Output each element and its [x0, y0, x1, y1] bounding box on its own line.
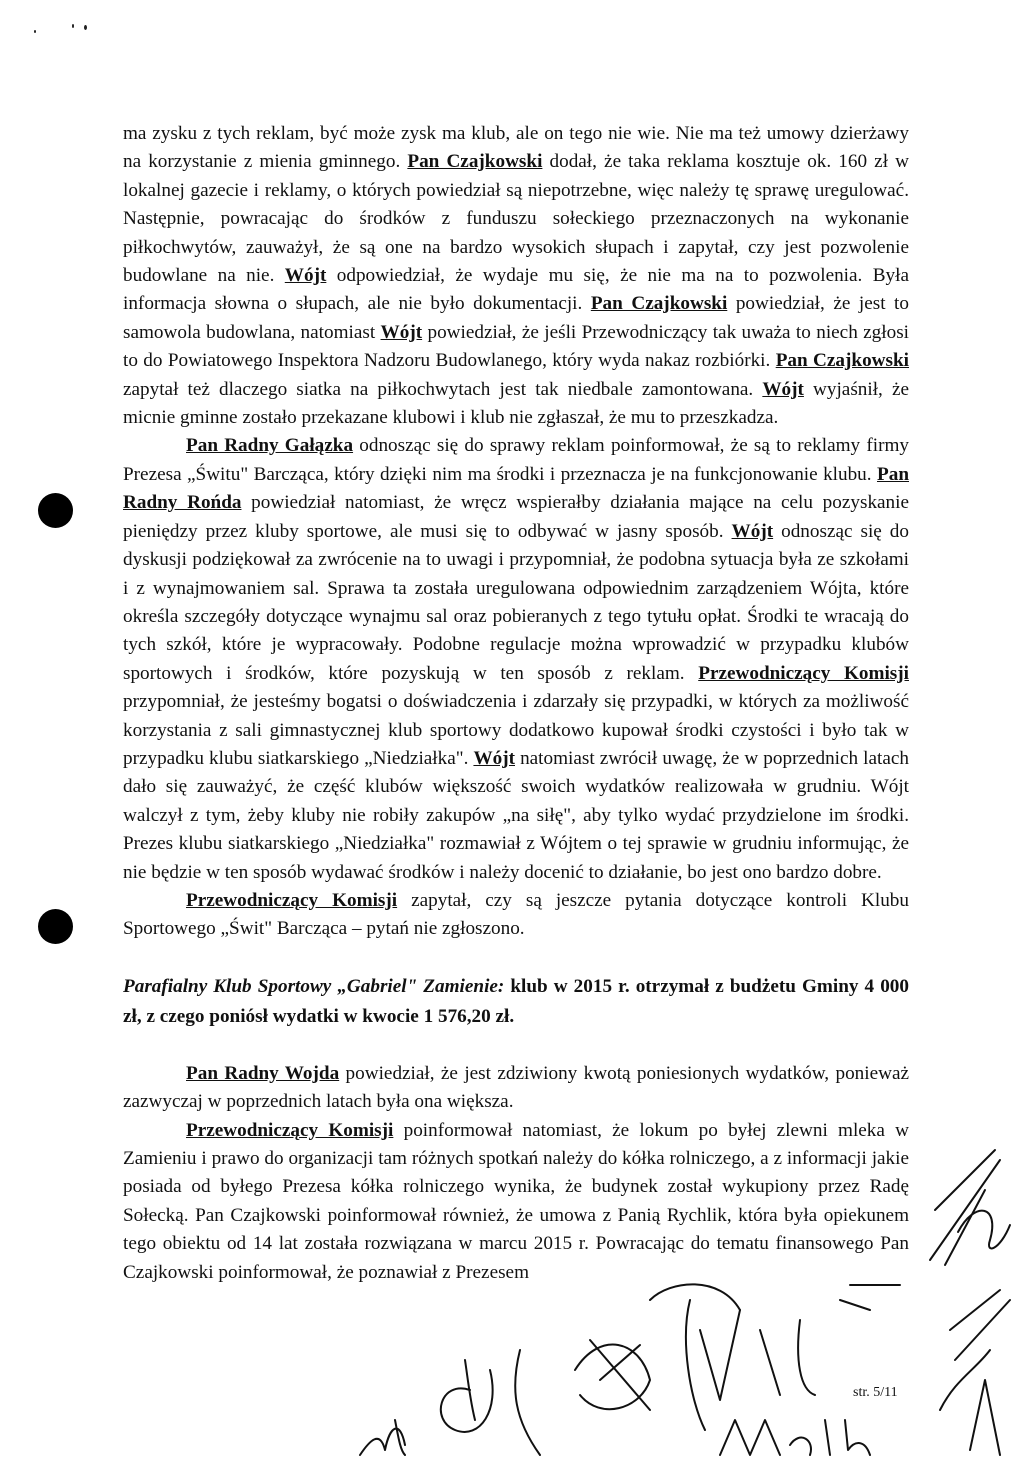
binder-hole-bottom	[38, 909, 73, 944]
speaker-name: Przewodniczący Komisji	[698, 662, 909, 684]
signature-bottom-1	[360, 1420, 405, 1455]
signature-bottom-5	[720, 1420, 870, 1455]
signature-bottom-2	[441, 1350, 540, 1455]
paragraph-text: dodał, że taka reklama kosztuje ok. 160 zł w lokalnej gazecie i reklamy, o których powiedział są niepotrzebne, więc należy tę sprawę uregulować. Następnie, powracając do środków z funduszu sołeckiego przeznaczonych na wykonanie piłkochwytów, zauważył, że są one na bardzo wysokich słupach i zapytał, czy jest pozwolenie budowlane na nie.	[123, 151, 909, 287]
speaker-name: Wójt	[473, 747, 515, 769]
document-body	[123, 120, 909, 1287]
signature-right-bottom	[940, 1290, 1010, 1455]
binder-hole-top	[38, 493, 73, 528]
club-budget: klub w 2015 r. otrzymał z budżetu Gminy 4 000 zł, z czego poniósł wydatki w kwocie 1 576,20 zł.	[123, 975, 909, 1027]
scan-speck	[34, 30, 36, 33]
speaker-name: Pan Radny Wojda	[186, 1062, 340, 1084]
paragraph-text: przypomniał, że jesteśmy bogatsi o doświadczenia i zdarzały się przypadki, w których za możliwość korzystania z sali gimnastycznej klub sportowy dodatkowo kupował środki czystości i było tak w przypadku klubu siatkarskiego „Niedziałka".	[123, 691, 909, 769]
scan-speck	[72, 24, 74, 28]
paragraph-text: wyjaśnił, że micnie gminne zostało przekazane klubowi i klub nie zgłaszał, że mu to przeszkadza.	[123, 378, 909, 429]
paragraph-text: odnosząc się do dyskusji podziękował za zwrócenie na to uwagi i przypomniał, że podobna sytuacja była ze szkołami i z wynajmowaniem sal. Sprawa ta została uregulowana odpowiednim zarządzeniem Wójta, które określa szczegóły dotyczące wynajmu sal oraz pobieranych z tego tytułu opłat. Środki te wracają do tych szkół, które je wypracowały. Podobne regulacje można wprowadzić w przypadku klubów sportowych i środków, które pozyskują w ten sposób z reklam.	[123, 520, 909, 684]
paragraph-text: odpowiedział, że wydaje mu się, że nie ma na to pozwolenia. Była informacja słowna o słupach, ale nie było dokumentacji.	[123, 265, 909, 315]
paragraph-text: powiedział, że jest zdziwiony kwotą poniesionych wydatków, ponieważ zazwyczaj w poprzednich latach była ona większa.	[123, 1062, 910, 1113]
section-heading	[123, 972, 909, 1032]
signature-overlap	[650, 1284, 900, 1310]
paragraph-text: natomiast zwrócił uwagę, że w poprzednich latach dało się zauważyć, że część klubów większość swoich wydatków realizowała w grudniu. Wójt walczył z tym, żeby kluby nie robiły zakupów „na siłę", aby tylko wydać przydzielone im środki. Prezes klubu siatkarskiego „Niedziałka" rozmawiał z Wójtem o tej sprawie w grudniu informując, że nie będzie w ten sposób wydawać środków i należy docenić to działanie, bo jest ono bardzo dobre.	[123, 747, 909, 883]
paragraph-text: powiedział, że jest to samowola budowlana, natomiast	[123, 293, 909, 343]
speaker-name: Przewodniczący Komisji	[186, 889, 398, 911]
paragraph	[123, 1117, 909, 1287]
speaker-name: Wójt	[380, 321, 423, 343]
paragraph-text: zapytał, czy są jeszcze pytania dotyczące kontroli Klubu Sportowego „Świt" Barcząca – pytań nie zgłoszono.	[123, 889, 909, 940]
speaker-name: Pan Radny Gałązka	[186, 435, 354, 457]
paragraph-text: powiedział, że jeśli Przewodniczący tak uważa to niech zgłosi to do Powiatowego Inspektora Nadzoru Budowlanego, który wyda nakaz rozbiórki.	[123, 321, 909, 372]
paragraph-text: poinformował natomiast, że lokum po byłej zlewni mleka w Zamieniu i prawo do organizacji tam różnych spotkań należy do kółka rolniczego, a z informacji jakie posiada od byłego Prezesa kółka rolniczego wynika, że budynek został wykupiony przez Radę Sołecką. Pan Czajkowski poinformował również, że umowa z Panią Rychlik, która była opiekunem tego obiektu od 14 lat została rozwiązana w marcu 2015 r. Powracając do tematu finansowego Pan Czajkowski poinformował, że poznawiał z Prezesem	[123, 1119, 909, 1283]
paragraph-text: zapytał też dlaczego siatka na piłkochwytach jest tak niedbale zamontowana.	[123, 378, 763, 400]
scan-speck	[84, 25, 87, 30]
speaker-name: Wójt	[731, 520, 774, 542]
speaker-name: Pan Radny Rońda	[123, 463, 909, 514]
speaker-name: Pan Czajkowski	[407, 151, 543, 173]
paragraph	[123, 887, 909, 944]
paragraph	[123, 120, 909, 432]
paragraph	[123, 432, 909, 887]
page-number: str. 5/11	[853, 1385, 898, 1400]
paragraph-text: powiedział natomiast, że wręcz wspierałby działania mające na celu pozyskanie pieniędzy przez kluby sportowe, ale musi się to odbywać w jasny sposób.	[123, 492, 909, 542]
paragraph	[123, 1060, 909, 1117]
signature-bottom-4	[686, 1300, 815, 1430]
signature-bottom-3	[575, 1340, 650, 1410]
speaker-name: Pan Czajkowski	[775, 350, 909, 372]
speaker-name: Wójt	[284, 265, 327, 287]
speaker-name: Przewodniczący Komisji	[186, 1119, 394, 1141]
paragraph-text: odnosząc się do sprawy reklam poinformował, że są to reklamy firmy Prezesa „Świtu" Barcząca, który dzięki nim ma środki i przeznacza je na funkcjonowanie klubu.	[123, 435, 909, 485]
paragraph-text: ma zysku z tych reklam, być może zysk ma klub, ale on tego nie wie. Nie ma też umowy dzierżawy na korzystanie z mienia gminnego.	[123, 123, 909, 173]
club-name: Parafialny Klub Sportowy „Gabriel" Zamienie:	[123, 975, 505, 997]
signature-right-top	[930, 1150, 1010, 1265]
speaker-name: Pan Czajkowski	[590, 293, 728, 315]
speaker-name: Wójt	[762, 378, 804, 400]
